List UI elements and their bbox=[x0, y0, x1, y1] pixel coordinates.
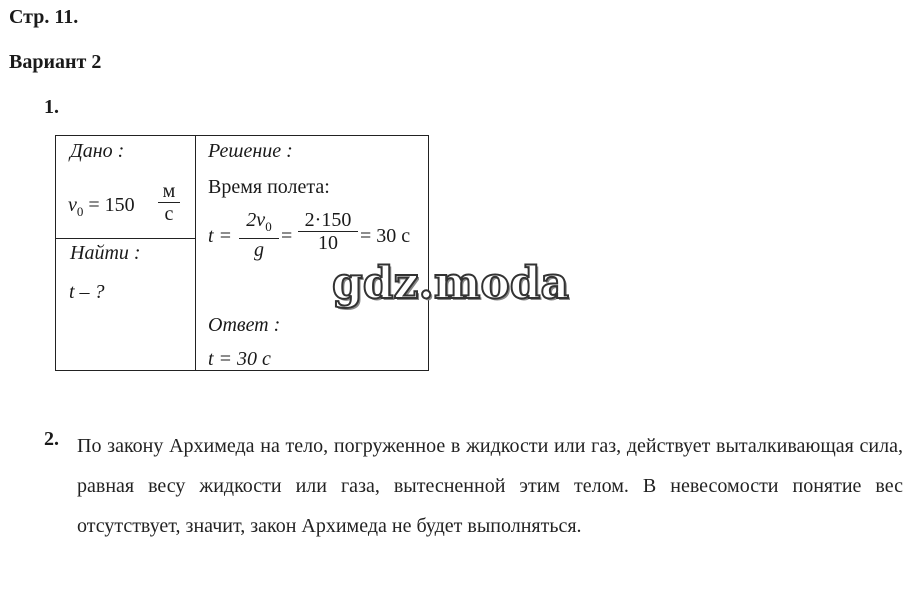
formula-result: = 30 с bbox=[360, 225, 411, 247]
given-velocity bbox=[68, 194, 135, 220]
velocity-unit bbox=[158, 180, 180, 225]
task2-number: 2. bbox=[44, 428, 59, 450]
table-divider-horizontal bbox=[56, 238, 195, 239]
velocity-subscript: 0 bbox=[76, 204, 84, 219]
fraction1-numerator bbox=[246, 209, 271, 238]
task2-text: По закону Архимеда на тело, погруженное в жидкости или газ, действует выталкивающая сила, равная весу жидкости или газа, вытесненной этим телом. В невесомости понятие вес отсутствует, значит, закон Архимеда не будет выполняться. bbox=[77, 435, 903, 537]
solution-label: Решение : bbox=[208, 140, 293, 162]
fraction2-numerator: 2·150 bbox=[304, 209, 352, 231]
page-label: Стр. 11. bbox=[9, 6, 79, 28]
formula-fraction-1 bbox=[239, 209, 279, 261]
fraction1-numerator-text: 2v bbox=[246, 209, 266, 231]
answer-value: t = 30 с bbox=[208, 348, 271, 370]
fraction2-denominator: 10 bbox=[318, 232, 338, 254]
task1-table bbox=[55, 135, 429, 371]
watermark-logo: gdz.moda bbox=[332, 258, 570, 309]
formula-equals: = bbox=[281, 225, 293, 247]
find-label: Найти : bbox=[70, 242, 141, 264]
formula-fraction-2 bbox=[298, 209, 358, 254]
answer-label: Ответ : bbox=[208, 314, 281, 336]
velocity-symbol: v bbox=[68, 194, 77, 216]
given-label: Дано : bbox=[70, 140, 125, 162]
formula-t: t = bbox=[208, 225, 233, 247]
find-value: t – ? bbox=[69, 281, 105, 303]
fraction1-denominator: g bbox=[254, 239, 264, 261]
velocity-unit-denominator: с bbox=[164, 203, 174, 225]
table-divider-vertical bbox=[195, 136, 196, 370]
variant-label: Вариант 2 bbox=[9, 51, 102, 73]
velocity-unit-numerator: м bbox=[162, 180, 176, 202]
fraction1-numerator-subscript: 0 bbox=[265, 219, 272, 234]
solution-line1: Время полета: bbox=[208, 176, 330, 198]
velocity-value: = 150 bbox=[88, 194, 135, 216]
task1-number: 1. bbox=[44, 96, 59, 118]
